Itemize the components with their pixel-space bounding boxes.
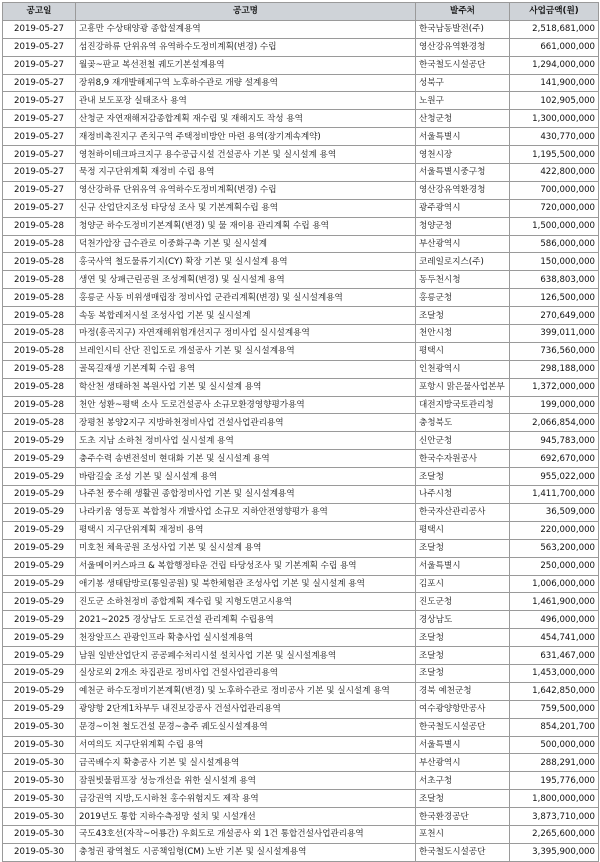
cell-amount: 1,195,500,000 — [510, 146, 599, 164]
table-row — [3, 772, 599, 790]
table-row — [3, 539, 599, 557]
cell-title: 나라키움 영등포 복합청사 개발사업 소규모 지하안전영향평가 용역 — [76, 503, 416, 521]
cell-client: 홍릉군청 — [416, 289, 510, 307]
cell-client: 인천광역시 — [416, 360, 510, 378]
cell-title: 청양군 하수도정비기본계획(변경) 및 물 재이용 관리계획 수립 용역 — [76, 217, 416, 235]
table-row — [3, 92, 599, 110]
cell-client: 한국환경공단 — [416, 808, 510, 826]
cell-title: 문경~이천 철도건설 문경~충주 궤도실시설계용역 — [76, 718, 416, 736]
cell-title: 실상로외 2개소 차집관로 정비사업 건설사업관리용역 — [76, 664, 416, 682]
cell-amount: 700,000,000 — [510, 181, 599, 199]
cell-amount: 496,000,000 — [510, 611, 599, 629]
table-row — [3, 217, 599, 235]
cell-amount: 563,200,000 — [510, 539, 599, 557]
cell-title: 금곡배수지 확충공사 기본 및 실시설계용역 — [76, 754, 416, 772]
cell-date: 2019-05-28 — [3, 414, 76, 432]
table-row — [3, 253, 599, 271]
cell-amount: 661,000,000 — [510, 38, 599, 56]
cell-client: 포항시 맑은물사업본부 — [416, 378, 510, 396]
table-row — [3, 718, 599, 736]
cell-client: 영산강유역환경청 — [416, 38, 510, 56]
cell-title: 고흥만 수상태양광 종합설계용역 — [76, 20, 416, 38]
cell-title: 애기봉 생태탐방로(통일공원) 및 북한체험관 조성사업 기본 및 실시설계 용역 — [76, 575, 416, 593]
cell-date: 2019-05-28 — [3, 360, 76, 378]
cell-amount: 220,000,000 — [510, 521, 599, 539]
cell-amount: 126,500,000 — [510, 289, 599, 307]
cell-amount: 36,509,000 — [510, 503, 599, 521]
cell-title: 관내 보도포장 실태조사 용역 — [76, 92, 416, 110]
cell-date: 2019-05-29 — [3, 629, 76, 647]
table-row — [3, 414, 599, 432]
cell-amount: 1,461,900,000 — [510, 593, 599, 611]
cell-date: 2019-05-28 — [3, 289, 76, 307]
cell-client: 여수광양항만공사 — [416, 700, 510, 718]
cell-client: 서울특별시중구청 — [416, 164, 510, 182]
header-amount: 사업금액(원) — [510, 3, 599, 21]
cell-title: 충주수력 송변전설비 현대화 기본 및 실시설계 용역 — [76, 450, 416, 468]
cell-client: 영산강유역환경청 — [416, 181, 510, 199]
cell-client: 부산광역시 — [416, 235, 510, 253]
cell-date: 2019-05-30 — [3, 772, 76, 790]
cell-title: 2021~2025 경상남도 도로건설 관리계획 수립용역 — [76, 611, 416, 629]
cell-client: 서울특별시 — [416, 128, 510, 146]
table-row — [3, 825, 599, 843]
table-row — [3, 38, 599, 56]
cell-amount: 1,006,000,000 — [510, 575, 599, 593]
header-title: 공고명 — [76, 3, 416, 21]
cell-amount: 195,776,000 — [510, 772, 599, 790]
cell-title: 남원 일반산업단지 공공폐수처리시설 설치사업 기본 및 실시설계용역 — [76, 647, 416, 665]
cell-amount: 692,670,000 — [510, 450, 599, 468]
cell-date: 2019-05-29 — [3, 521, 76, 539]
cell-amount: 199,000,000 — [510, 396, 599, 414]
cell-client: 성북구 — [416, 74, 510, 92]
table-row — [3, 181, 599, 199]
cell-client: 김포시 — [416, 575, 510, 593]
header-date: 공고일 — [3, 3, 76, 21]
table-row — [3, 754, 599, 772]
cell-date: 2019-05-29 — [3, 432, 76, 450]
cell-date: 2019-05-29 — [3, 486, 76, 504]
cell-amount: 1,642,850,000 — [510, 682, 599, 700]
cell-title: 재정비촉진지구 존치구역 주택정비방안 마련 용역(장기계속계약) — [76, 128, 416, 146]
table-row — [3, 325, 599, 343]
cell-title: 잠원빗물펌프장 성능개선을 위한 실시설계 용역 — [76, 772, 416, 790]
cell-client: 한국철도시설공단 — [416, 56, 510, 74]
cell-amount: 102,905,000 — [510, 92, 599, 110]
cell-title: 영산강하류 단위유역 유역하수도정비계획(변경) 수립 — [76, 181, 416, 199]
cell-date: 2019-05-27 — [3, 110, 76, 128]
table-row — [3, 808, 599, 826]
cell-date: 2019-05-28 — [3, 253, 76, 271]
table-row — [3, 110, 599, 128]
cell-amount: 2,518,681,000 — [510, 20, 599, 38]
table-row — [3, 74, 599, 92]
cell-client: 대전지방국토관리청 — [416, 396, 510, 414]
cell-date: 2019-05-29 — [3, 593, 76, 611]
cell-amount: 150,000,000 — [510, 253, 599, 271]
cell-date: 2019-05-29 — [3, 682, 76, 700]
table-row — [3, 486, 599, 504]
cell-date: 2019-05-30 — [3, 790, 76, 808]
cell-title: 브레인시티 산단 진입도로 개설공사 기본 및 실시설계용역 — [76, 342, 416, 360]
cell-title: 서울메이커스파크 & 복합행정타운 건립 타당성조사 및 기본계획 수립 용역 — [76, 557, 416, 575]
cell-date: 2019-05-27 — [3, 164, 76, 182]
cell-client: 조달청 — [416, 664, 510, 682]
cell-client: 서울특별시 — [416, 557, 510, 575]
table-row — [3, 843, 599, 861]
cell-date: 2019-05-29 — [3, 450, 76, 468]
cell-date: 2019-05-28 — [3, 235, 76, 253]
table-row — [3, 736, 599, 754]
cell-amount: 955,022,000 — [510, 468, 599, 486]
cell-date: 2019-05-27 — [3, 74, 76, 92]
cell-client: 코레일로지스(주) — [416, 253, 510, 271]
table-row — [3, 164, 599, 182]
cell-date: 2019-05-29 — [3, 539, 76, 557]
cell-client: 나주시청 — [416, 486, 510, 504]
cell-date: 2019-05-28 — [3, 342, 76, 360]
cell-client: 부산광역시 — [416, 754, 510, 772]
cell-client: 경북 예천군청 — [416, 682, 510, 700]
cell-amount: 945,783,000 — [510, 432, 599, 450]
cell-date: 2019-05-27 — [3, 181, 76, 199]
cell-title: 국도43호선(자작~어룡간) 우회도로 개설공사 외 1건 통합건설사업관리용역 — [76, 825, 416, 843]
cell-date: 2019-05-27 — [3, 146, 76, 164]
table-row — [3, 20, 599, 38]
cell-amount: 1,800,000,000 — [510, 790, 599, 808]
bid-notice-table — [2, 2, 599, 862]
table-row — [3, 307, 599, 325]
cell-amount: 3,873,710,000 — [510, 808, 599, 826]
cell-date: 2019-05-28 — [3, 396, 76, 414]
cell-date: 2019-05-30 — [3, 808, 76, 826]
table-row — [3, 700, 599, 718]
cell-date: 2019-05-28 — [3, 378, 76, 396]
cell-amount: 854,201,700 — [510, 718, 599, 736]
cell-client: 평택시 — [416, 521, 510, 539]
cell-title: 금강권역 지방,도시하천 홍수위험지도 제작 용역 — [76, 790, 416, 808]
cell-date: 2019-05-28 — [3, 325, 76, 343]
cell-client: 조달청 — [416, 539, 510, 557]
cell-amount: 454,741,000 — [510, 629, 599, 647]
cell-amount: 298,188,000 — [510, 360, 599, 378]
cell-amount: 500,000,000 — [510, 736, 599, 754]
cell-title: 바람길숲 조성 기본 및 실시설계 용역 — [76, 468, 416, 486]
cell-date: 2019-05-28 — [3, 217, 76, 235]
cell-title: 진도군 소하천정비 종합계획 재수립 및 지형도면고시용역 — [76, 593, 416, 611]
cell-amount: 720,000,000 — [510, 199, 599, 217]
cell-amount: 422,800,000 — [510, 164, 599, 182]
cell-date: 2019-05-29 — [3, 647, 76, 665]
table-row — [3, 146, 599, 164]
cell-client: 조달청 — [416, 647, 510, 665]
cell-date: 2019-05-29 — [3, 557, 76, 575]
table-row — [3, 682, 599, 700]
cell-amount: 3,395,900,000 — [510, 843, 599, 861]
cell-title: 홍릉군 사동 비위생매립장 정비사업 군관리계획(변경) 및 실시설계용역 — [76, 289, 416, 307]
cell-client: 서초구청 — [416, 772, 510, 790]
cell-amount: 430,770,000 — [510, 128, 599, 146]
cell-title: 속동 복합레저시설 조성사업 기본 및 실시설계 — [76, 307, 416, 325]
cell-client: 한국철도시설공단 — [416, 843, 510, 861]
cell-title: 천안 성환~평택 소사 도로건설공사 소규모환경영향평가용역 — [76, 396, 416, 414]
cell-amount: 1,294,000,000 — [510, 56, 599, 74]
cell-date: 2019-05-27 — [3, 92, 76, 110]
cell-client: 청양군청 — [416, 217, 510, 235]
table-row — [3, 790, 599, 808]
cell-title: 생연 및 상패근린공원 조성계획(변경) 및 실시설계 용역 — [76, 271, 416, 289]
cell-client: 경상남도 — [416, 611, 510, 629]
table-row — [3, 593, 599, 611]
cell-date: 2019-05-29 — [3, 468, 76, 486]
cell-title: 장위8,9 재개발해제구역 노후하수관로 개량 설계용역 — [76, 74, 416, 92]
table-row — [3, 450, 599, 468]
cell-amount: 586,000,000 — [510, 235, 599, 253]
cell-date: 2019-05-27 — [3, 38, 76, 56]
table-row — [3, 199, 599, 217]
cell-amount: 1,372,000,000 — [510, 378, 599, 396]
cell-amount: 141,900,000 — [510, 74, 599, 92]
cell-title: 천장알프스 관광인프라 확충사업 실시설계용역 — [76, 629, 416, 647]
cell-client: 한국자산관리공사 — [416, 503, 510, 521]
table-row — [3, 521, 599, 539]
cell-date: 2019-05-30 — [3, 843, 76, 861]
cell-client: 한국수자원공사 — [416, 450, 510, 468]
cell-title: 미호천 체육공원 조성사업 기본 및 실시설계 용역 — [76, 539, 416, 557]
cell-date: 2019-05-29 — [3, 575, 76, 593]
cell-amount: 1,453,000,000 — [510, 664, 599, 682]
table-row — [3, 468, 599, 486]
cell-amount: 250,000,000 — [510, 557, 599, 575]
cell-client: 평택시 — [416, 342, 510, 360]
table-row — [3, 432, 599, 450]
table-row — [3, 503, 599, 521]
cell-client: 조달청 — [416, 307, 510, 325]
cell-client: 조달청 — [416, 629, 510, 647]
cell-amount: 399,011,000 — [510, 325, 599, 343]
cell-date: 2019-05-30 — [3, 718, 76, 736]
table-row — [3, 664, 599, 682]
table-row — [3, 396, 599, 414]
cell-client: 진도군청 — [416, 593, 510, 611]
cell-amount: 1,411,700,000 — [510, 486, 599, 504]
cell-title: 서여의도 지구단위계획 수립 용역 — [76, 736, 416, 754]
cell-date: 2019-05-27 — [3, 128, 76, 146]
table-row — [3, 360, 599, 378]
table-row — [3, 128, 599, 146]
cell-client: 충청북도 — [416, 414, 510, 432]
cell-amount: 638,803,000 — [510, 271, 599, 289]
table-row — [3, 647, 599, 665]
cell-title: 나주천 풍수해 생활권 종합정비사업 기본 및 실시설계용역 — [76, 486, 416, 504]
cell-client: 한국철도시설공단 — [416, 718, 510, 736]
cell-amount: 270,649,000 — [510, 307, 599, 325]
table-row — [3, 629, 599, 647]
cell-client: 조달청 — [416, 468, 510, 486]
cell-client: 서울특별시 — [416, 736, 510, 754]
cell-title: 영천하이테크파크지구 용수공급시설 건설공사 기본 및 실시설계 용역 — [76, 146, 416, 164]
cell-title: 산청군 자연재해저감종합계획 재수립 및 재해지도 작성 용역 — [76, 110, 416, 128]
cell-date: 2019-05-27 — [3, 20, 76, 38]
cell-date: 2019-05-29 — [3, 664, 76, 682]
cell-amount: 2,066,854,000 — [510, 414, 599, 432]
cell-title: 평택시 지구단위계획 재정비 용역 — [76, 521, 416, 539]
cell-client: 산청군청 — [416, 110, 510, 128]
table-row — [3, 611, 599, 629]
cell-title: 신규 산업단지조성 타당성 조사 및 기본계획수립 용역 — [76, 199, 416, 217]
cell-title: 광양항 2단계1차부두 내진보강공사 건설사업관리용역 — [76, 700, 416, 718]
cell-amount: 1,300,000,000 — [510, 110, 599, 128]
cell-client: 한국남동발전(주) — [416, 20, 510, 38]
cell-date: 2019-05-27 — [3, 56, 76, 74]
table-body — [3, 20, 599, 861]
table-row — [3, 56, 599, 74]
cell-date: 2019-05-28 — [3, 307, 76, 325]
cell-amount: 288,291,000 — [510, 754, 599, 772]
cell-date: 2019-05-27 — [3, 199, 76, 217]
cell-title: 도초 지남 소하천 정비사업 실시설계 용역 — [76, 432, 416, 450]
cell-client: 포천시 — [416, 825, 510, 843]
cell-title: 충청권 광역철도 시공책임형(CM) 노반 기본 및 실시설계용역 — [76, 843, 416, 861]
table-row — [3, 557, 599, 575]
cell-date: 2019-05-28 — [3, 271, 76, 289]
table-row — [3, 271, 599, 289]
cell-client: 노원구 — [416, 92, 510, 110]
cell-title: 예천군 하수도정비기본계획(변경) 및 노후하수관로 정비공사 기본 및 실시설계 용역 — [76, 682, 416, 700]
table-row — [3, 342, 599, 360]
cell-title: 마정(흥곡지구) 자연재해위험개선지구 정비사업 실시설계용역 — [76, 325, 416, 343]
table-header-row — [3, 3, 599, 21]
cell-client: 광주광역시 — [416, 199, 510, 217]
cell-title: 학산천 생태하천 복원사업 기본 및 실시설계 용역 — [76, 378, 416, 396]
cell-title: 홍국사역 철도물류기지(CY) 확장 기본 및 실시설계 용역 — [76, 253, 416, 271]
cell-title: 월곶~판교 복선전철 궤도기본설계용역 — [76, 56, 416, 74]
table-row — [3, 235, 599, 253]
table-row — [3, 378, 599, 396]
cell-title: 섬진강하류 단위유역 유역하수도정비계획(변경) 수립 — [76, 38, 416, 56]
cell-client: 영천시장 — [416, 146, 510, 164]
header-client: 발주처 — [416, 3, 510, 21]
cell-title: 덕천가압장 급수관로 이중화구축 기본 및 실시설계 — [76, 235, 416, 253]
cell-amount: 2,265,600,000 — [510, 825, 599, 843]
cell-date: 2019-05-30 — [3, 736, 76, 754]
cell-client: 신안군청 — [416, 432, 510, 450]
table-row — [3, 289, 599, 307]
cell-amount: 736,560,000 — [510, 342, 599, 360]
cell-title: 장평천 봉양2지구 지방하천정비사업 건설사업관리용역 — [76, 414, 416, 432]
cell-date: 2019-05-29 — [3, 700, 76, 718]
cell-date: 2019-05-30 — [3, 825, 76, 843]
cell-amount: 1,500,000,000 — [510, 217, 599, 235]
cell-date: 2019-05-30 — [3, 754, 76, 772]
cell-amount: 759,500,000 — [510, 700, 599, 718]
cell-client: 천안시청 — [416, 325, 510, 343]
cell-title: 묵정 지구단위계획 재정비 수립 용역 — [76, 164, 416, 182]
cell-client: 조달청 — [416, 790, 510, 808]
cell-amount: 631,467,000 — [510, 647, 599, 665]
cell-title: 골목길재생 기본계획 수립 용역 — [76, 360, 416, 378]
cell-date: 2019-05-29 — [3, 611, 76, 629]
cell-title: 2019년도 통합 지하수측정망 설치 및 시설개선 — [76, 808, 416, 826]
cell-date: 2019-05-29 — [3, 503, 76, 521]
cell-client: 동두천시청 — [416, 271, 510, 289]
table-row — [3, 575, 599, 593]
